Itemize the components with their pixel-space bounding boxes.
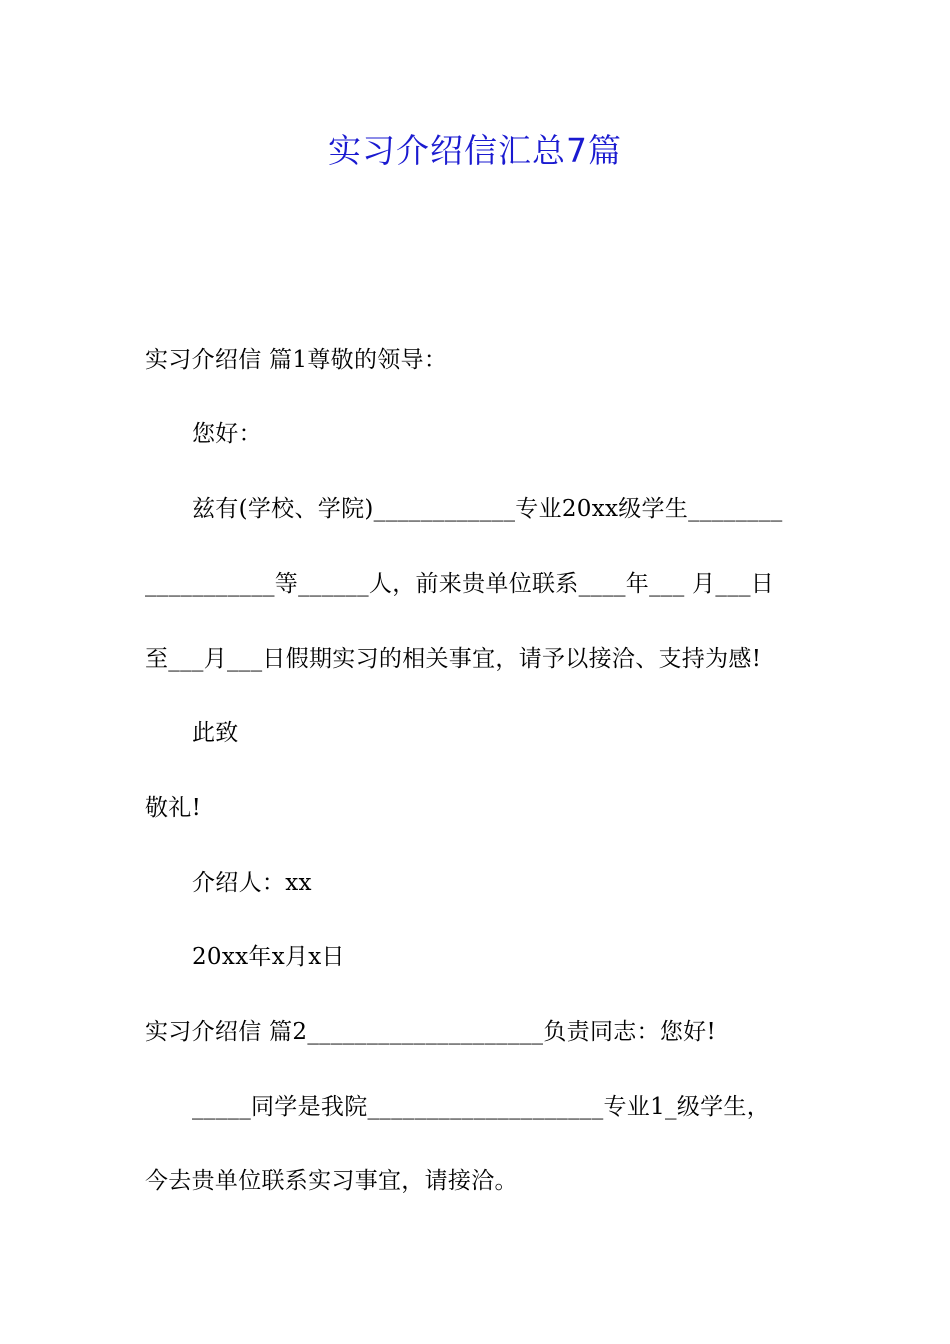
section-2-body-line-1: _____同学是我院____________________专业1_级学生，: [192, 1094, 771, 1120]
document-title: 实习介绍信汇总7篇: [328, 131, 622, 170]
section-1-heading: 实习介绍信 篇1尊敬的领导：: [145, 347, 448, 373]
body-line-2: ___________等______人，前来贵单位联系____年___ 月___日: [145, 571, 775, 597]
body-line-1: 兹有(学校、学院)____________专业20xx级学生________: [192, 496, 783, 522]
body-line-3: 至___月___日假期实习的相关事宜，请予以接洽、支持为感!: [145, 646, 762, 672]
salutation-line: 敬礼!: [145, 795, 202, 821]
section-2-body-line-2: 今去贵单位联系实习事宜，请接洽。: [145, 1168, 518, 1194]
introducer-line: 介绍人：xx: [192, 870, 312, 896]
closing-line: 此致: [192, 720, 239, 746]
greeting-line: 您好：: [192, 421, 262, 447]
date-line: 20xx年x月x日: [192, 944, 345, 970]
section-2-heading: 实习介绍信 篇2____________________负责同志：您好!: [145, 1019, 716, 1045]
